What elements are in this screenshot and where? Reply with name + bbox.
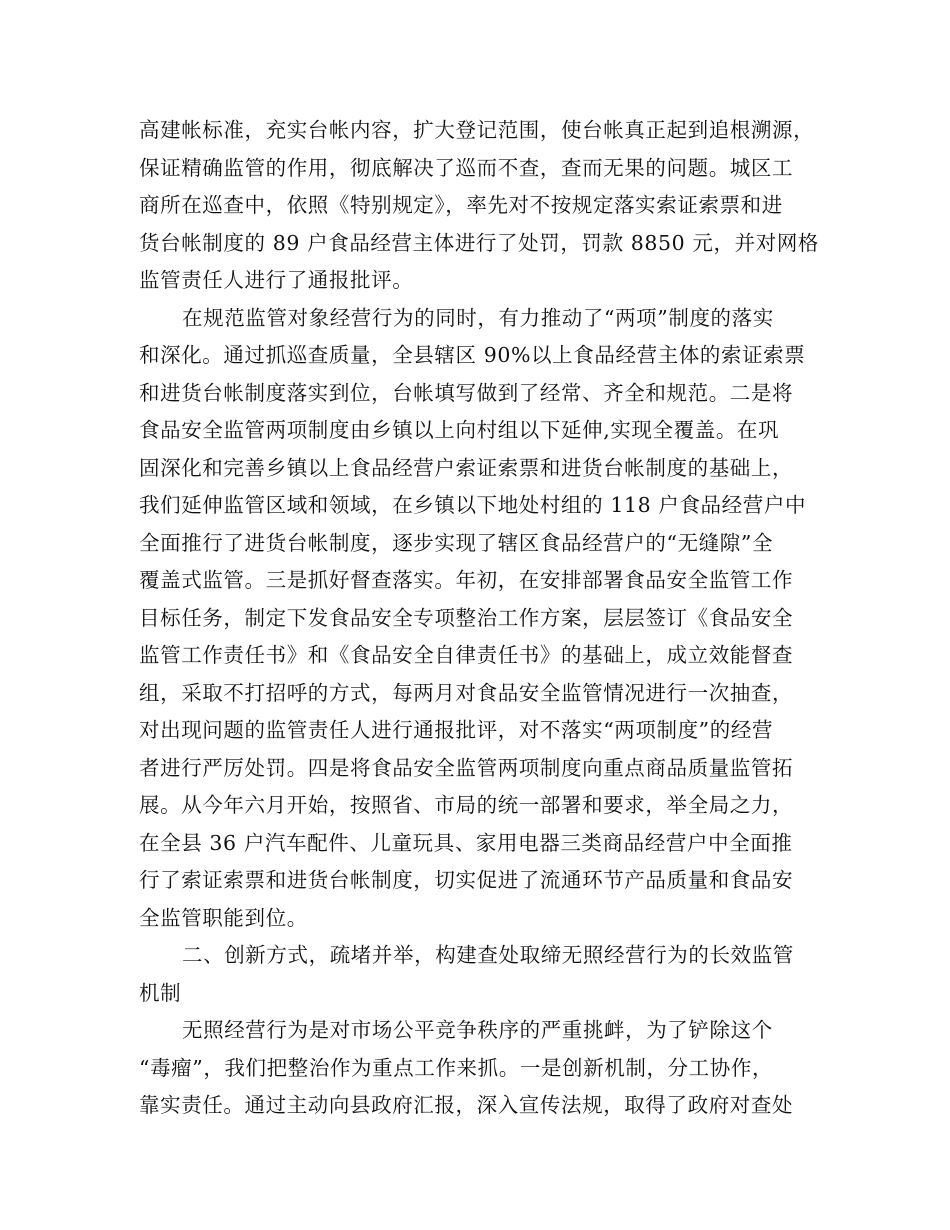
text-line: 在全县 36 户汽车配件、儿童玩具、家用电器三类商品经营户中全面推 [139,830,793,855]
text-line: 监管工作责任书》和《食品安全自律责任书》的基础上，成立效能督查 [139,643,794,667]
text-line: 展。从今年六月开始，按照省、市局的统一部署和要求，举全局之力， [139,793,794,817]
text-line: 机制 [139,980,182,1005]
text-line: 二、创新方式，疏堵并举，构建查处取缔无照经营行为的长效监管 [182,943,794,967]
text-line: “毒瘤”，我们把整治作为重点工作来抓。一是创新机制，分工协作， [139,1055,774,1080]
text-line: 食品安全监管两项制度由乡镇以上向村组以下延伸,实现全覆盖。在巩 [139,418,780,442]
text-line: 覆盖式监管。三是抓好督查落实。年初，在安排部署食品安全监管工作 [139,568,794,592]
document-body [139,112,819,1125]
text-line: 行了索证索票和进货台帐制度，切实促进了流通环节产品质量和食品安 [139,868,794,892]
text-line: 无照经营行为是对市场公平竞争秩序的严重挑衅，为了铲除这个 [182,1018,773,1042]
text-line: 在规范监管对象经营行为的同时，有力推动了“两项”制度的落实 [182,305,774,330]
text-line: 货台帐制度的 89 户食品经营主体进行了处罚，罚款 8850 元，并对网格 [139,230,820,255]
text-line: 靠实责任。通过主动向县政府汇报，深入宣传法规，取得了政府对查处 [139,1093,794,1117]
text-line: 保证精确监管的作用，彻底解决了巡而不查，查而无果的问题。城区工 [139,155,794,180]
text-line: 者进行严厉处罚。四是将食品安全监管两项制度向重点商品质量监管拓 [139,755,794,780]
text-line: 全监管职能到位。 [139,905,308,930]
text-line: 商所在巡查中，依照《特别规定》，率先对不按规定落实索证索票和进 [139,193,783,217]
text-line: 对出现问题的监管责任人进行通报批评，对不落实“两项制度”的经营 [139,718,774,742]
text-line: 全面推行了进货台帐制度，逐步实现了辖区食品经营户的“无缝隙”全 [139,530,774,555]
text-line: 目标任务，制定下发食品安全专项整治工作方案，层层签订《食品安全 [139,605,794,630]
text-line: 我们延伸监管区域和领域，在乡镇以下地处村组的 118 户食品经营户中 [139,493,807,517]
text-line: 固深化和完善乡镇以上食品经营户索证索票和进货台帐制度的基础上， [139,455,794,480]
text-line: 和进货台帐制度落实到位，台帐填写做到了经常、齐全和规范。二是将 [139,380,794,405]
text-line: 和深化。通过抓巡查质量，全县辖区 90%以上食品经营主体的索证索票 [139,343,806,367]
text-line: 监管责任人进行了通报批评。 [139,268,414,292]
text-line: 高建帐标准，充实台帐内容，扩大登记范围，使台帐真正起到追根溯源， [139,118,815,142]
text-line: 组，采取不打招呼的方式，每两月对食品安全监管情况进行一次抽查， [139,680,794,705]
